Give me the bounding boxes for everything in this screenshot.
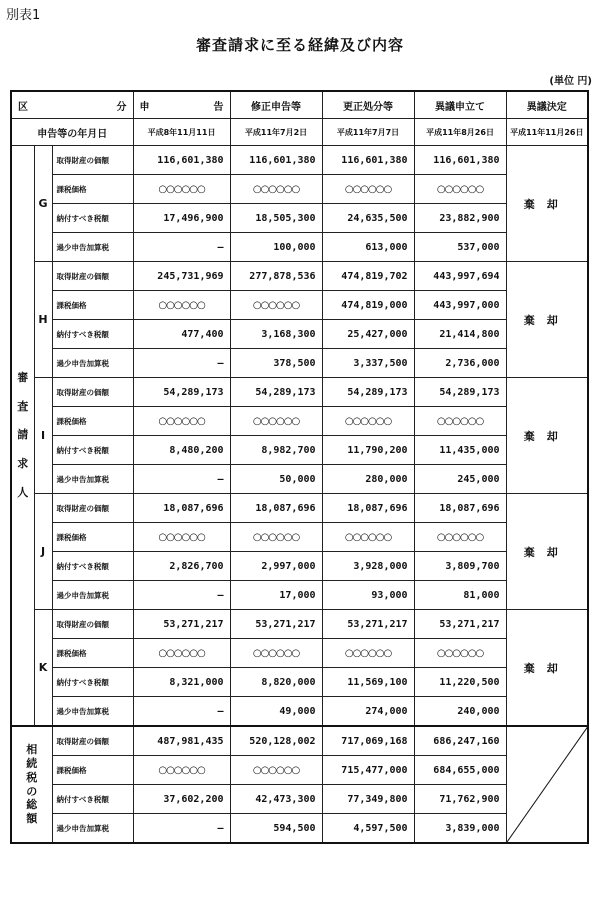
value-cell: 53,271,217 [322,610,414,639]
row-label: 取得財産の価額 [52,610,133,639]
value-cell: 684,655,000 [414,756,506,785]
table-row [11,233,588,262]
value-cell: 11,790,200 [322,436,414,465]
value-cell: 50,000 [230,465,322,494]
value-cell: 8,480,200 [133,436,230,465]
value-cell: 274,000 [322,697,414,727]
value-cell: ○○○○○○ [322,523,414,552]
table-row [11,291,588,320]
value-cell: 54,289,173 [230,378,322,407]
value-cell: 594,500 [230,814,322,844]
value-cell: 443,997,000 [414,291,506,320]
col-kosei-header: 更正処分等 [322,91,414,119]
value-cell: 116,601,380 [230,146,322,175]
table-row [11,581,588,610]
total-row [11,814,588,844]
table-row [11,146,588,175]
row-label: 過少申告加算税 [52,697,133,727]
value-cell: 18,087,696 [322,494,414,523]
value-cell: 18,087,696 [414,494,506,523]
value-cell: 81,000 [414,581,506,610]
value-cell: 3,839,000 [414,814,506,844]
value-cell: 3,337,500 [322,349,414,378]
value-cell: 53,271,217 [133,610,230,639]
value-cell: 49,000 [230,697,322,727]
table-row [11,436,588,465]
row-label: 納付すべき税額 [52,436,133,465]
value-cell: 3,168,300 [230,320,322,349]
value-cell: 17,000 [230,581,322,610]
row-label: 納付すべき税額 [52,320,133,349]
row-label: 課税価格 [52,407,133,436]
value-cell: ○○○○○○ [230,756,322,785]
value-cell: 11,220,500 [414,668,506,697]
value-cell: 100,000 [230,233,322,262]
value-cell: ○○○○○○ [322,407,414,436]
value-cell: ○○○○○○ [133,639,230,668]
value-cell: 18,505,300 [230,204,322,233]
decision-cell: 棄却 [506,378,588,494]
value-cell: 474,819,000 [322,291,414,320]
value-cell: 93,000 [322,581,414,610]
value-cell: 537,000 [414,233,506,262]
value-cell: ○○○○○○ [230,291,322,320]
value-cell: 3,809,700 [414,552,506,581]
value-cell: 116,601,380 [133,146,230,175]
person-letter: J [34,494,52,610]
value-cell: ○○○○○○ [414,407,506,436]
value-cell: 37,602,200 [133,785,230,814]
value-cell: 378,500 [230,349,322,378]
total-row [11,785,588,814]
value-cell: 8,321,000 [133,668,230,697]
page-title: 審査請求に至る経緯及び内容 [195,36,404,54]
table-row [11,175,588,204]
value-cell: 77,349,800 [322,785,414,814]
decision-cell: 棄却 [506,262,588,378]
table-row [11,465,588,494]
decision-cell: 棄却 [506,610,588,727]
table-row [11,320,588,349]
date-label: 申告等の年月日 [11,119,133,146]
row-label: 課税価格 [52,523,133,552]
row-label: 課税価格 [52,175,133,204]
value-cell: 54,289,173 [322,378,414,407]
value-cell: 17,496,900 [133,204,230,233]
table-row [11,349,588,378]
value-cell: 8,982,700 [230,436,322,465]
value-cell: 2,826,700 [133,552,230,581]
table-row [11,204,588,233]
date-cell: 平成11年7月2日 [230,119,322,146]
value-cell: 21,414,800 [414,320,506,349]
person-letter: H [34,262,52,378]
decision-cell: 棄却 [506,494,588,610]
row-label: 課税価格 [52,639,133,668]
value-cell: 245,731,969 [133,262,230,291]
row-label: 取得財産の価額 [52,494,133,523]
table-body [11,91,588,843]
col-shusei-header: 修正申告等 [230,91,322,119]
decision-cell: 棄却 [506,146,588,262]
kubun-right: 分 [116,101,127,113]
value-cell: 277,878,536 [230,262,322,291]
diagonal-line [507,727,588,842]
row-label: 取得財産の価額 [52,726,133,756]
value-cell: 4,597,500 [322,814,414,844]
date-cell: 平成11年11月26日 [506,119,588,146]
value-cell: 477,400 [133,320,230,349]
value-cell: 54,289,173 [414,378,506,407]
value-cell: ○○○○○○ [133,756,230,785]
kubun-left: 区 [18,101,28,113]
value-cell: — [133,581,230,610]
table-row [11,610,588,639]
value-cell: 443,997,694 [414,262,506,291]
value-cell: 520,128,002 [230,726,322,756]
value-cell: — [133,233,230,262]
value-cell: 11,435,000 [414,436,506,465]
value-cell: 613,000 [322,233,414,262]
person-letter: G [34,146,52,262]
date-cell: 平成11年7月7日 [322,119,414,146]
value-cell: 8,820,000 [230,668,322,697]
group-label: 審 査 請 求 人 [11,146,34,727]
value-cell: 280,000 [322,465,414,494]
row-label: 過少申告加算税 [52,349,133,378]
person-letter: I [34,378,52,494]
value-cell: — [133,349,230,378]
value-cell: 3,928,000 [322,552,414,581]
row-label: 課税価格 [52,291,133,320]
table-row [11,407,588,436]
value-cell: ○○○○○○ [133,523,230,552]
value-cell: — [133,465,230,494]
value-cell: ○○○○○○ [322,175,414,204]
table-caption: 別表1 [6,8,41,23]
row-label: 過少申告加算税 [52,581,133,610]
table-row [11,523,588,552]
value-cell: 116,601,380 [322,146,414,175]
value-cell: 487,981,435 [133,726,230,756]
value-cell: 245,000 [414,465,506,494]
date-cell: 平成11年8月26日 [414,119,506,146]
value-cell: ○○○○○○ [414,523,506,552]
value-cell: ○○○○○○ [414,175,506,204]
row-label: 取得財産の価額 [52,262,133,291]
value-cell: 686,247,160 [414,726,506,756]
value-cell: 11,569,100 [322,668,414,697]
total-row [11,756,588,785]
table-row [11,552,588,581]
header-row [11,91,588,119]
value-cell: 54,289,173 [133,378,230,407]
value-cell: ○○○○○○ [230,639,322,668]
value-cell: ○○○○○○ [322,639,414,668]
value-cell: 116,601,380 [414,146,506,175]
table-row [11,378,588,407]
total-label: 相 続 税 の 総 額 [11,726,52,843]
col1-left: 申 [139,101,150,113]
value-cell: 18,087,696 [230,494,322,523]
col-igi-header: 異議申立て [414,91,506,119]
row-label: 取得財産の価額 [52,378,133,407]
value-cell: ○○○○○○ [230,175,322,204]
date-row [11,119,588,146]
row-label: 納付すべき税額 [52,785,133,814]
value-cell: — [133,697,230,727]
row-label: 納付すべき税額 [52,668,133,697]
value-cell: ○○○○○○ [230,523,322,552]
row-label: 取得財産の価額 [52,146,133,175]
value-cell: 25,427,000 [322,320,414,349]
person-letter: K [34,610,52,727]
date-cell: 平成8年11月11日 [133,119,230,146]
value-cell: 42,473,300 [230,785,322,814]
row-label: 過少申告加算税 [52,233,133,262]
unit-note: (単位 円) [549,76,592,87]
value-cell: 2,736,000 [414,349,506,378]
table-row [11,639,588,668]
row-label: 過少申告加算税 [52,814,133,844]
value-cell: 53,271,217 [414,610,506,639]
value-cell: 2,997,000 [230,552,322,581]
table-row [11,697,588,727]
col-kettei-header: 異議決定 [506,91,588,119]
value-cell: ○○○○○○ [414,639,506,668]
value-cell: — [133,814,230,844]
table-row [11,494,588,523]
value-cell: ○○○○○○ [133,407,230,436]
value-cell: ○○○○○○ [230,407,322,436]
col1-right: 告 [213,101,224,113]
value-cell: 18,087,696 [133,494,230,523]
blank-diagonal-cell [506,726,588,843]
value-cell: ○○○○○○ [133,291,230,320]
col-shinkoku-header [133,91,230,119]
value-cell: 71,762,900 [414,785,506,814]
value-cell: ○○○○○○ [133,175,230,204]
value-cell: 474,819,702 [322,262,414,291]
value-cell: 23,882,900 [414,204,506,233]
row-label: 納付すべき税額 [52,552,133,581]
row-label: 納付すべき税額 [52,204,133,233]
row-label: 過少申告加算税 [52,465,133,494]
value-cell: 24,635,500 [322,204,414,233]
value-cell: 717,069,168 [322,726,414,756]
table-row [11,262,588,291]
appeal-history-table [10,90,589,844]
table-row [11,668,588,697]
row-label: 課税価格 [52,756,133,785]
kubun-header [11,91,133,119]
value-cell: 715,477,000 [322,756,414,785]
total-row [11,726,588,756]
value-cell: 53,271,217 [230,610,322,639]
value-cell: 240,000 [414,697,506,727]
